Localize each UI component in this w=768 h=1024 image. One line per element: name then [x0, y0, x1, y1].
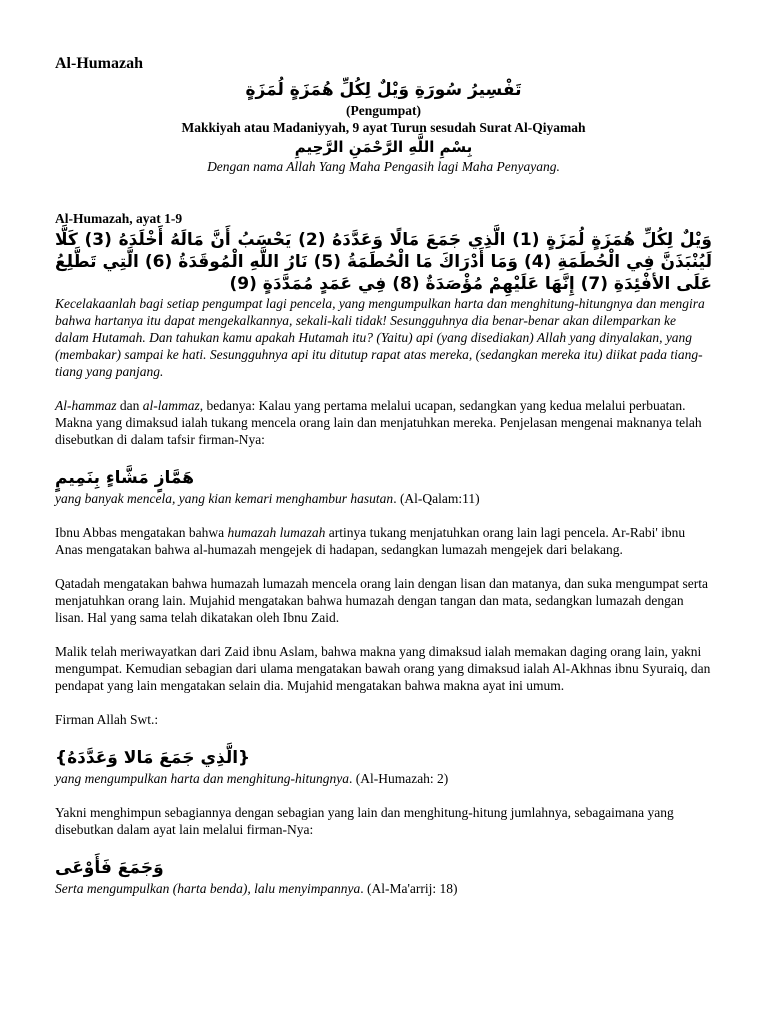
- conjunction: dan: [116, 398, 143, 413]
- basmala-translation: Dengan nama Allah Yang Maha Pengasih lagi Maha Penyayang.: [207, 159, 560, 174]
- quote-translation-text: yang mengumpulkan harta dan menghitung-hitungnya: [55, 771, 349, 786]
- quote-translation-text: yang banyak mencela, yang kian kemari menghambur hasutan: [55, 491, 394, 506]
- term-lammaz: al-lammaz: [142, 398, 200, 413]
- basmala-arabic: بِسْمِ اللَّهِ الرَّحْمَنِ الرَّحِيمِ: [294, 138, 473, 156]
- verses-arabic: وَيْلٌ لِكُلِّ هُمَزَةٍ لُمَزَةٍ (1) الَّذِي جَمَعَ مَالًا وَعَدَّدَهُ (2) يَحْسَبُ أَنَّ مَالَهُ أَخْلَدَهُ (3) كَلَّا لَيُنْبَذَنَّ فِي الْحُطَمَةِ (4) وَمَا أَدْرَاكَ مَا الْحُطَمَةُ (5) نَارُ اللَّهِ الْمُوقَدَةُ (6) الَّتِي تَطَّلِعُ عَلَى الأفْئِدَةِ (7) إِنَّهَا عَلَيْهِمْ مُؤْصَدَةٌ (8) فِي عَمَدٍ مُمَدَّدَةٍ (9): [55, 230, 712, 294]
- quote-translation-text: Serta mengumpulkan (harta benda), lalu menyimpannya: [55, 881, 361, 896]
- quote-arabic-humazah: {الَّذِي جَمَعَ مَالا وَعَدَّدَهُ}: [55, 748, 251, 768]
- paragraph-text: , bedanya: Kalau yang pertama melalui ucapan, sedangkan yang kedua melalui perbuatan. Makna yang dimaksud ialah tukang mencela orang lain dan menjatuhkan mereka. Penjelasan mengenai maknanya telah disebutkan di dalam tafsir firman-Nya:: [55, 398, 702, 447]
- surah-title-arabic: تَفْسِيرُ سُورَةِ وَيْلٌ لِكُلِّ هُمَزَةٍ لُمَزَةٍ: [245, 80, 522, 100]
- quote-translation-maarrij: [55, 880, 712, 897]
- paragraph-text: Ibnu Abbas mengatakan bahwa: [55, 525, 228, 540]
- paragraph-ibnu-abbas: [55, 524, 712, 558]
- paragraph-text: artinya tukang menjatuhkan orang lain lagi pencela. Ar-Rabi' ibnu Anas mengatakan bahwa al-humazah mengejek di hadapan, sedangkan lumazah mengejek dari belakang.: [55, 525, 686, 557]
- paragraph-yakni: Yakni menghimpun sebagiannya dengan sebagian yang lain dan menghitung-hitung jumlahnya, sebagaimana yang disebutkan dalam ayat lain melalui firman-Nya:: [55, 805, 674, 837]
- surah-meaning: (Pengumpat): [346, 103, 421, 118]
- quote-reference: . (Al-Humazah: 2): [348, 771, 449, 786]
- quote-reference: . (Al-Qalam:11): [393, 491, 480, 506]
- quote-arabic-maarrij: وَجَمَعَ فَأَوْعَى: [55, 858, 164, 878]
- section-title: Al-Humazah, ayat 1-9: [55, 211, 183, 226]
- term-hammaz: Al-hammaz: [55, 398, 117, 413]
- paragraph-malik: Malik telah meriwayatkan dari Zaid ibnu Aslam, bahwa makna yang dimaksud ialah memakan daging orang lain, yakni mengumpat. Kemudian sebagian dari ulama mengatakan bawah orang yang dimaksud ialah Al-Akhnas ibnu Syuraiq, dan pendapat yang lain mengatakan selain dia. Mujahid mengatakan bahwa makna ayat ini umum.: [55, 644, 711, 693]
- quote-arabic-qalam: هَمَّازٍ مَشَّاءٍ بِنَمِيمٍ: [55, 468, 195, 488]
- term-humazah-lumazah: humazah lumazah: [227, 525, 326, 540]
- document-title: Al-Humazah: [55, 55, 143, 72]
- quote-reference: . (Al-Ma'arrij: 18): [360, 881, 458, 896]
- surah-info: Makkiyah atau Madaniyyah, 9 ayat Turun sesudah Surat Al-Qiyamah: [181, 120, 586, 135]
- quote-translation-qalam: [55, 490, 712, 507]
- quote-translation-humazah: [55, 770, 712, 787]
- paragraph-qatadah: Qatadah mengatakan bahwa humazah lumazah mencela orang lain dengan lisan dan matanya, dan suka mengumpat serta menjatuhkan orang lain. Mujahid mengatakan bahwa humazah dengan tangan dan mata, sedangkan lumazah dengan lisan. Hal yang sama telah dikatakan oleh Ibnu Zaid.: [55, 576, 708, 625]
- paragraph-hammaz-lammaz: [55, 397, 712, 448]
- paragraph-firman-allah: Firman Allah Swt.:: [55, 712, 159, 727]
- verses-translation: Kecelakaanlah bagi setiap pengumpat lagi pencela, yang mengumpulkan harta dan menghitung-hitungnya dan mengira bahwa hartanya itu dapat mengekalkannya, sekali-kali tidak! Sesungguhnya dia benar-benar akan dilemparkan ke dalam Hutamah. Dan tahukan kamu apakah Hutamah itu? (Yaitu) api (yang disediakan) Allah yang dinyalakan, yang (membakar) sampai ke hati. Sesungguhnya api itu ditutup rapat atas mereka, (sedangkan mereka itu) diikat pada tiang-tiang yang panjang.: [55, 296, 705, 379]
